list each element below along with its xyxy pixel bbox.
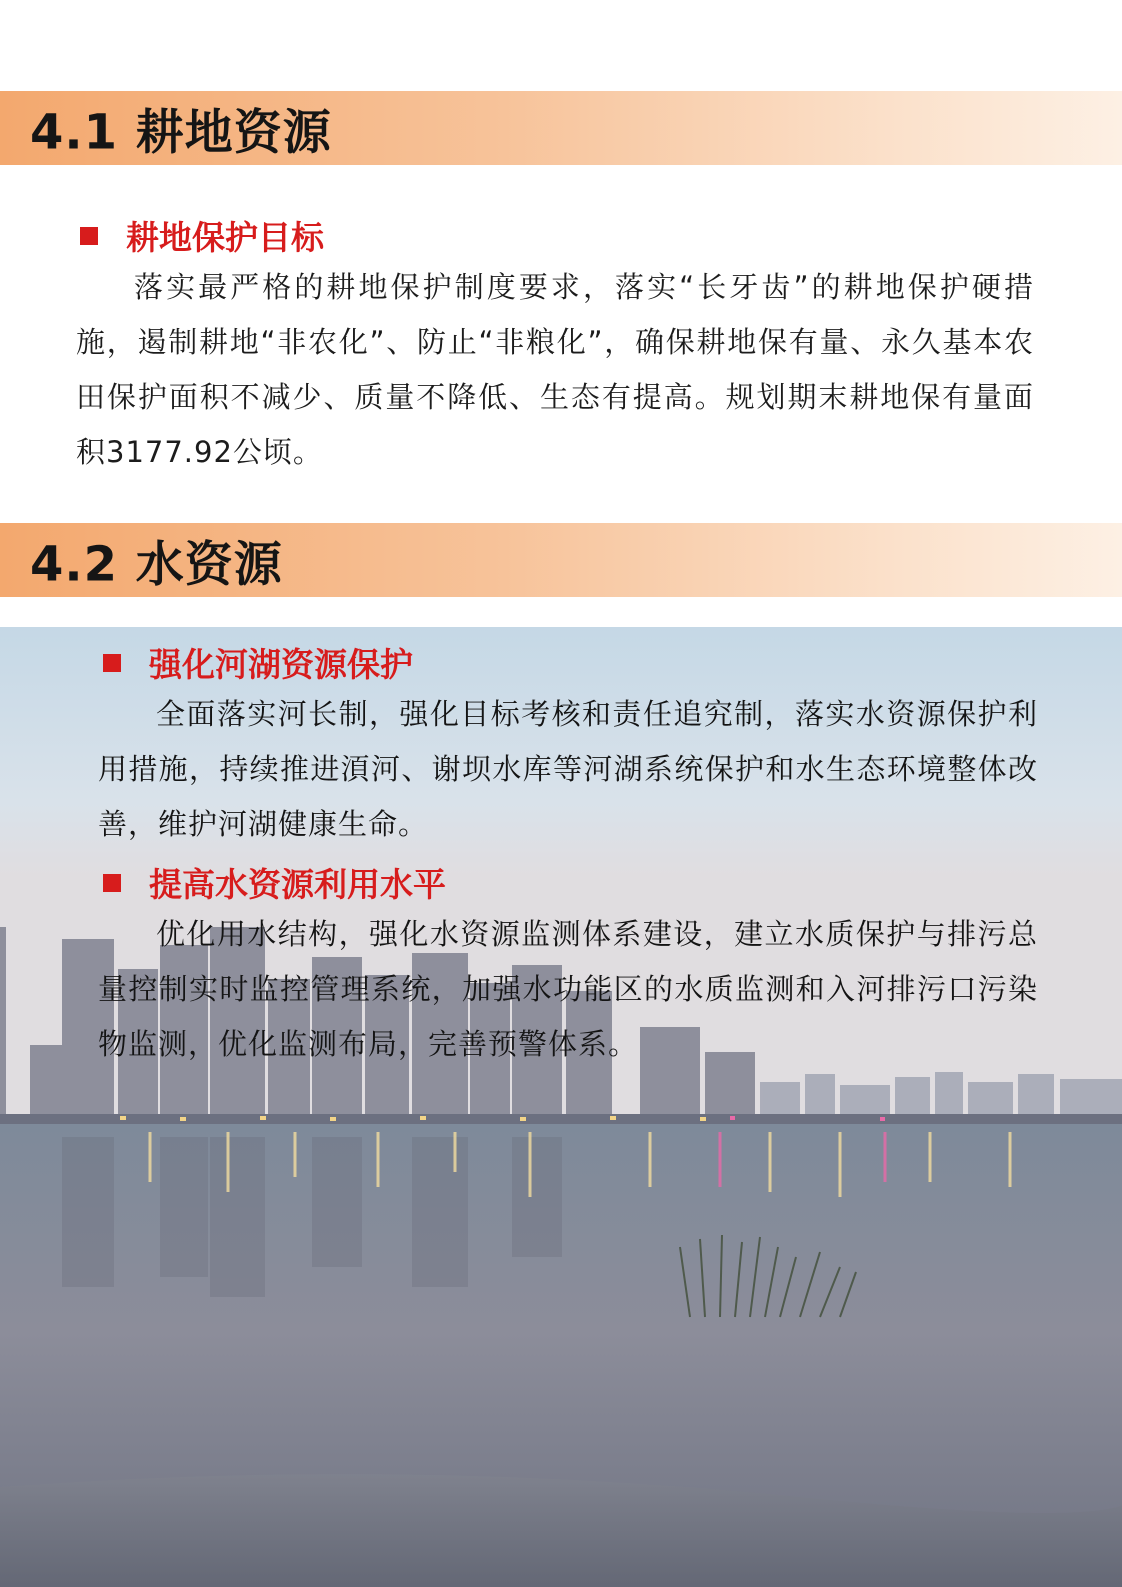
section-title: 4.2 水资源 (30, 536, 283, 593)
subheading-label: 强化河湖资源保护 (149, 645, 413, 684)
paragraph-farmland: 落实最严格的耕地保护制度要求，落实“长牙齿”的耕地保护硬措施，遏制耕地“非农化”、防止“非粮化”，确保耕地保有量、永久基本农田保护面积不减少、质量不降低、生态有提高。规划期末耕地保有量面积3177.92公顷。 (76, 270, 1034, 469)
subheading-label: 耕地保护目标 (126, 218, 324, 257)
subheading-label: 提高水资源利用水平 (149, 865, 446, 904)
river-city-photo (0, 627, 1122, 1587)
subheading-river-lake-protection (103, 639, 413, 686)
square-bullet-icon (80, 227, 98, 245)
subheading-farmland-protection (80, 212, 324, 259)
section-header-4-1 (0, 91, 1122, 165)
section-title: 4.1 耕地资源 (30, 104, 332, 161)
subheading-water-use-efficiency (103, 859, 446, 906)
section-header-4-2 (0, 523, 1122, 597)
paragraph-water-use: 优化用水结构，强化水资源监测体系建设，建立水质保护与排污总量控制实时监控管理系统，加强水功能区的水质监测和入河排污口污染物监测，优化监测布局，完善预警体系。 (98, 917, 1038, 1061)
square-bullet-icon (103, 654, 121, 672)
paragraph-river-lake: 全面落实河长制，强化目标考核和责任追究制，落实水资源保护利用措施，持续推进湏河、谢坝水库等河湖系统保护和水生态环境整体改善，维护河湖健康生命。 (98, 697, 1038, 841)
square-bullet-icon (103, 874, 121, 892)
